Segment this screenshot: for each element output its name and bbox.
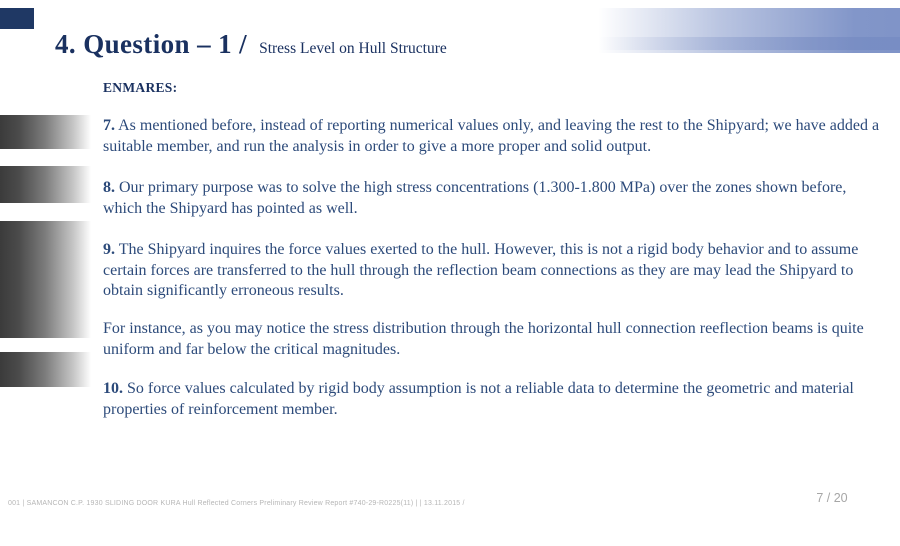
paragraph-8: [103, 178, 883, 219]
left-gradient-bar-1: [0, 115, 94, 149]
left-gradient-bar-3: [0, 221, 94, 338]
paragraph-10-number: 10.: [103, 380, 123, 397]
paragraph-10-text: So force values calculated by rigid body assumption is not a reliable data to determine the geometric and material properties of reinforcement member.: [103, 380, 854, 418]
left-gradient-bar-2: [0, 166, 94, 203]
paragraph-7-number: 7.: [103, 117, 115, 134]
slide-title-row: [55, 29, 447, 60]
paragraph-9: [103, 240, 883, 302]
left-gradient-bar-4: [0, 352, 94, 387]
paragraph-9-text: The Shipyard inquires the force values exerted to the hull. However, this is not a rigid body behavior and to assume certain forces are transferred to the hull through the reflection beam connections as they are may lead the Shipyard to obtain significantly erroneous results.: [103, 241, 859, 299]
paragraph-7: [103, 116, 883, 157]
slide-subtitle: Stress Level on Hull Structure: [259, 40, 447, 57]
paragraph-for-instance-text: For instance, as you may notice the stress distribution through the horizontal hull connection reeflection beams is quite uniform and far below the critical magnitudes.: [103, 320, 864, 358]
footer-text: 001 | SAMANCON C.P. 1930 SLIDING DOOR KURA Hull Reflected Corners Preliminary Review Report #740-29-R0225(11) | | 13.11.2015 /: [8, 500, 465, 507]
heading-enmares: ENMARES:: [103, 80, 178, 95]
page-number: 7 / 20: [816, 491, 848, 505]
paragraph-10: [103, 379, 883, 420]
paragraph-for-instance: [103, 319, 883, 360]
paragraph-8-number: 8.: [103, 179, 115, 196]
paragraph-9-number: 9.: [103, 241, 115, 258]
corner-accent-bar: [0, 8, 34, 29]
top-right-accent-bar: [598, 8, 900, 53]
slide-title: 4. Question – 1 /: [55, 29, 248, 59]
paragraph-7-text: As mentioned before, instead of reporting numerical values only, and leaving the rest to the Shipyard; we have added a suitable member, and run the analysis in order to give a more proper and solid output.: [103, 117, 880, 155]
paragraph-8-text: Our primary purpose was to solve the high stress concentrations (1.300-1.800 MPa) over the zones shown before, which the Shipyard has pointed as well.: [103, 179, 847, 217]
